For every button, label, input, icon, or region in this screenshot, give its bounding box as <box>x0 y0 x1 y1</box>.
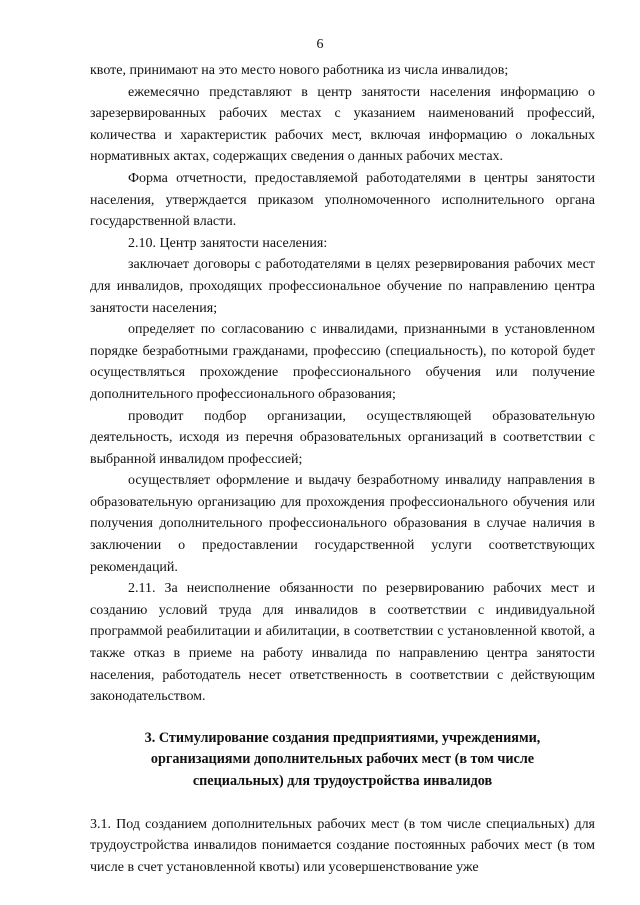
paragraph-referral-issuance: осуществляет оформление и выдачу безработному инвалиду направления в образовательную организацию для прохождения профессионального обучения или получения дополнительного профессионального образования в случае наличия в заключении о предоставлении государственной услуги соответствующих рекомендаций. <box>90 473 595 575</box>
page-number: 6 <box>316 37 324 52</box>
paragraph-profession-selection: определяет по согласованию с инвалидами, признанными в установленном порядке безработными гражданами, профессию (специальность), по которой будет осуществляться прохождение профессионального обучения или получение дополнительного профессионального образования; <box>90 322 595 402</box>
paragraph-quota-continuation: квоте, принимают на это место нового работника из числа инвалидов; <box>90 63 509 78</box>
clause-2-10-heading: 2.10. Центр занятости населения: <box>128 235 328 251</box>
document-body <box>90 60 595 878</box>
paragraph-organization-selection: проводит подбор организации, осуществляющей образовательную деятельность, исходя из перечня образовательных организаций в соответствии с выбранной инвалидом профессией; <box>90 408 595 467</box>
clause-2-11-paragraph: 2.11. За неисполнение обязанности по резервированию рабочих мест и созданию условий труда для инвалидов в соответствии с индивидуальной программой реабилитации и абилитации, в соответствии с установленной квотой, а также отказ в приеме на работу инвалида по направлению центра занятости населения, работодатель несет ответственность в соответствии с действующим законодательством. <box>90 581 595 705</box>
section-3-heading: 3. Стимулирование создания предприятиями, учреждениями, организациями дополнительных рабочих мест (в том числе специальных) для трудоустройства инвалидов <box>144 729 541 789</box>
paragraph-monthly-reporting: ежемесячно представляют в центр занятости населения информацию о зарезервированных рабочих местах с указанием наименований профессий, количества и характеристик рабочих мест, включая информацию о локальных нормативных актах, содержащих сведения о данных рабочих местах. <box>90 84 595 165</box>
paragraph-reporting-form: Форма отчетности, предоставляемой работодателями в центры занятости населения, утверждается приказом уполномоченного исполнительного органа государственной власти. <box>90 170 595 230</box>
heading-spacer <box>90 793 595 814</box>
section-spacer <box>90 708 595 728</box>
paragraph-employer-contracts: заключает договоры с работодателями в целях резервирования рабочих мест для инвалидов, проходящих профессиональное обучение по направлению центра занятости населения; <box>90 257 595 316</box>
clause-3-1-paragraph: 3.1. Под созданием дополнительных рабочих мест (в том числе специальных) для трудоустройства инвалидов понимается создание постоянных рабочих мест (в том числе в счет установленной квоты) или усовершенствование уже <box>90 816 595 875</box>
